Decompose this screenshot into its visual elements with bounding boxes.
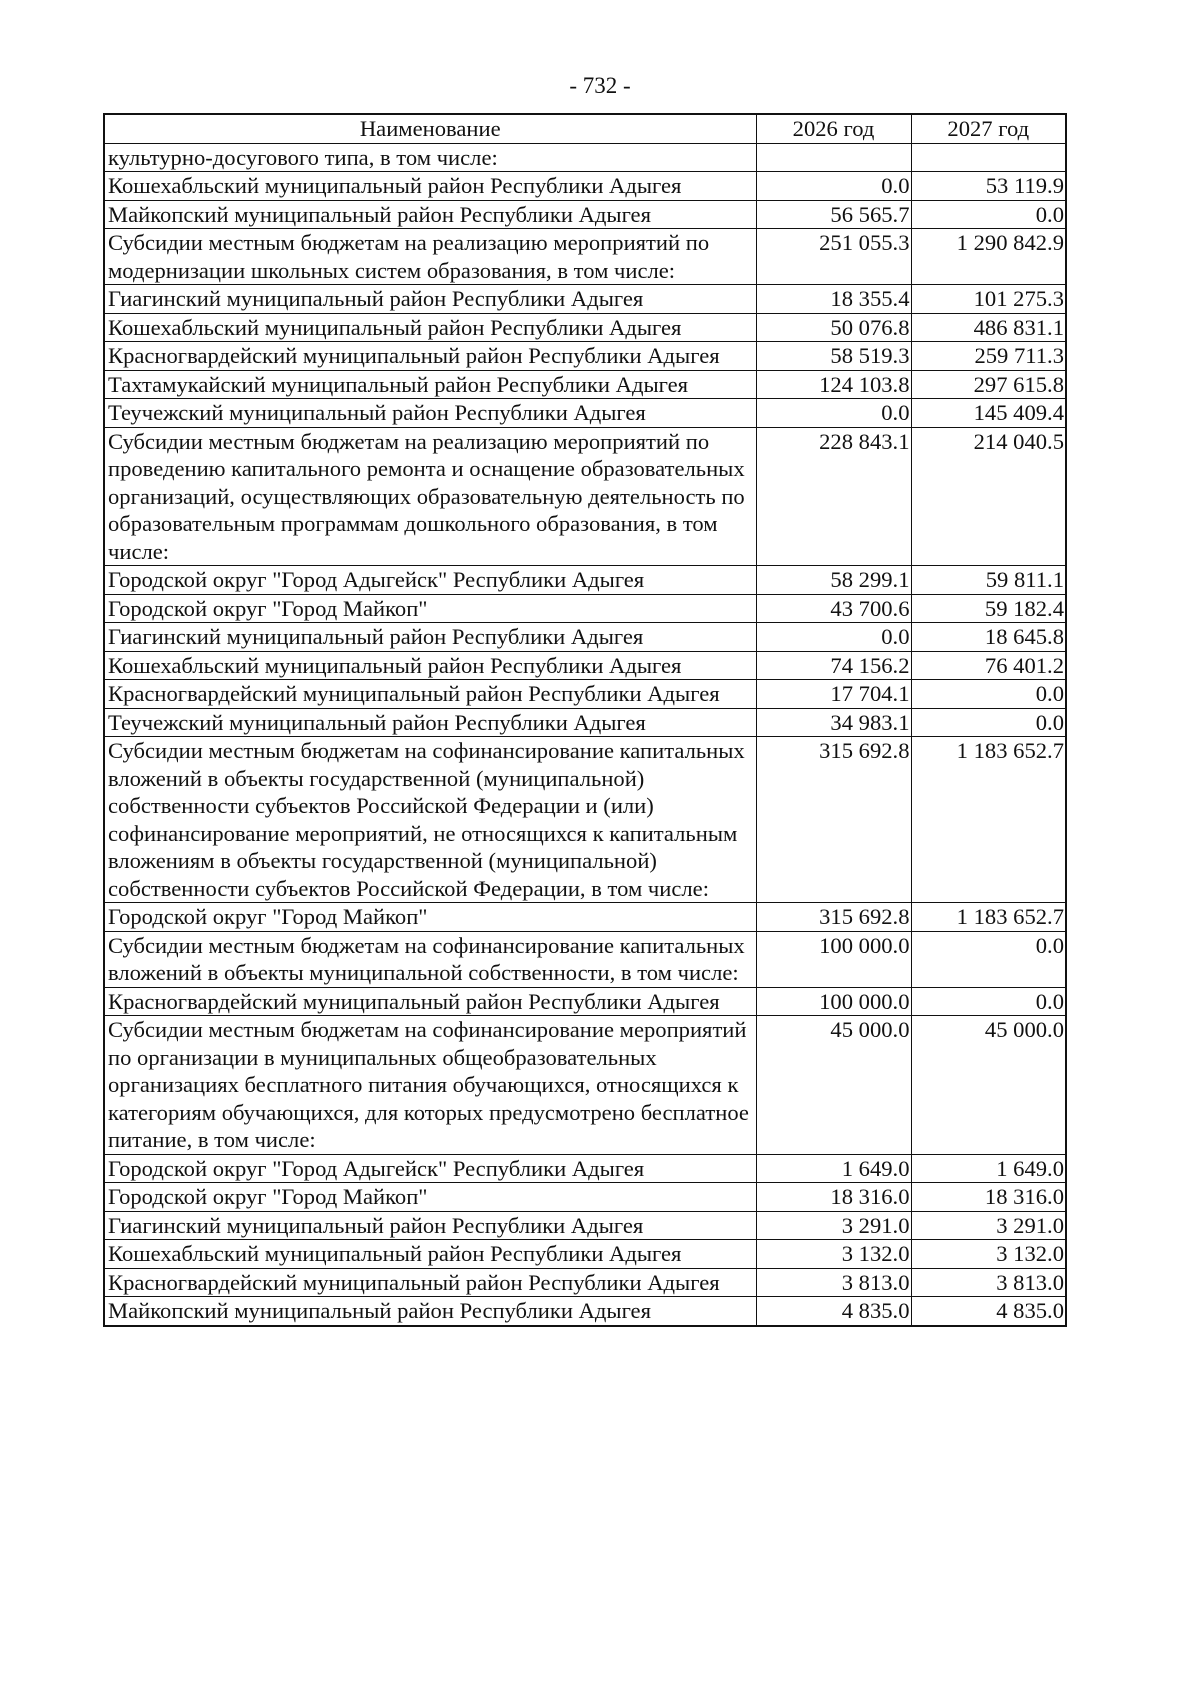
table-body bbox=[104, 143, 1066, 1326]
row-name-cell: Майкопский муниципальный район Республики Адыгея bbox=[104, 200, 756, 229]
row-value-2026: 124 103.8 bbox=[756, 370, 911, 399]
row-name-cell: Гиагинский муниципальный район Республики Адыгея bbox=[104, 623, 756, 652]
row-value-2026: 228 843.1 bbox=[756, 427, 911, 566]
row-value-2027: 0.0 bbox=[911, 931, 1066, 987]
row-value-2026: 3 132.0 bbox=[756, 1240, 911, 1269]
row-name-cell: Красногвардейский муниципальный район Республики Адыгея bbox=[104, 680, 756, 709]
row-value-2026: 251 055.3 bbox=[756, 229, 911, 285]
row-value-2026: 18 355.4 bbox=[756, 285, 911, 314]
row-name-cell: Красногвардейский муниципальный район Республики Адыгея bbox=[104, 1268, 756, 1297]
row-value-2026: 17 704.1 bbox=[756, 680, 911, 709]
table-row bbox=[104, 1268, 1066, 1297]
row-name-cell: культурно-досугового типа, в том числе: bbox=[104, 143, 756, 172]
row-value-2027: 4 835.0 bbox=[911, 1297, 1066, 1326]
row-value-2027: 101 275.3 bbox=[911, 285, 1066, 314]
table-row bbox=[104, 1211, 1066, 1240]
row-name-cell: Городской округ "Город Майкоп" bbox=[104, 594, 756, 623]
row-value-2026: 315 692.8 bbox=[756, 903, 911, 932]
row-value-2026: 74 156.2 bbox=[756, 651, 911, 680]
row-name-cell: Городской округ "Город Адыгейск" Республики Адыгея bbox=[104, 1154, 756, 1183]
table-row bbox=[104, 200, 1066, 229]
header-row bbox=[104, 114, 1066, 143]
row-value-2027: 0.0 bbox=[911, 200, 1066, 229]
row-value-2026: 0.0 bbox=[756, 399, 911, 428]
row-value-2027: 297 615.8 bbox=[911, 370, 1066, 399]
page-number: - 732 - bbox=[569, 73, 631, 98]
row-value-2026: 50 076.8 bbox=[756, 313, 911, 342]
row-name-cell: Кошехабльский муниципальный район Республики Адыгея bbox=[104, 651, 756, 680]
table-header bbox=[104, 114, 1066, 143]
row-value-2027: 1 183 652.7 bbox=[911, 737, 1066, 903]
row-value-2027: 59 811.1 bbox=[911, 566, 1066, 595]
column-header-2026: 2026 год bbox=[756, 114, 911, 143]
table-row bbox=[104, 623, 1066, 652]
row-name-cell: Субсидии местным бюджетам на софинансирование капитальных вложений в объекты муниципальной собственности, в том числе: bbox=[104, 931, 756, 987]
row-value-2026: 34 983.1 bbox=[756, 708, 911, 737]
table-row bbox=[104, 427, 1066, 566]
column-header-2027: 2027 год bbox=[911, 114, 1066, 143]
row-name-cell: Городской округ "Город Майкоп" bbox=[104, 1183, 756, 1212]
row-value-2027: 0.0 bbox=[911, 708, 1066, 737]
row-name-cell: Субсидии местным бюджетам на реализацию мероприятий по проведению капитального ремонта и оснащение образовательных организаций, осуществляющих образовательную деятельность по образовательным программам дошкольного образования, в том числе: bbox=[104, 427, 756, 566]
row-value-2027: 3 132.0 bbox=[911, 1240, 1066, 1269]
row-name-cell: Гиагинский муниципальный район Республики Адыгея bbox=[104, 285, 756, 314]
row-value-2026: 100 000.0 bbox=[756, 931, 911, 987]
row-value-2027: 1 290 842.9 bbox=[911, 229, 1066, 285]
row-name-cell: Городской округ "Город Майкоп" bbox=[104, 903, 756, 932]
row-value-2026: 0.0 bbox=[756, 172, 911, 201]
row-value-2026: 4 835.0 bbox=[756, 1297, 911, 1326]
table-row bbox=[104, 370, 1066, 399]
row-name-cell: Субсидии местным бюджетам на реализацию мероприятий по модернизации школьных систем образования, в том числе: bbox=[104, 229, 756, 285]
table-row bbox=[104, 285, 1066, 314]
table-row bbox=[104, 680, 1066, 709]
row-name-cell: Кошехабльский муниципальный район Республики Адыгея bbox=[104, 313, 756, 342]
table-row bbox=[104, 931, 1066, 987]
table-row bbox=[104, 1016, 1066, 1155]
table-row bbox=[104, 708, 1066, 737]
row-name-cell: Субсидии местным бюджетам на софинансирование капитальных вложений в объекты государственной (муниципальной) собственности субъектов Российской Федерации и (или) софинансирование мероприятий, не относящихся к капитальным вложениям в объекты государственной (муниципальной) собственности субъектов Российской Федерации, в том числе: bbox=[104, 737, 756, 903]
row-value-2027: 145 409.4 bbox=[911, 399, 1066, 428]
row-value-2026: 18 316.0 bbox=[756, 1183, 911, 1212]
row-name-cell: Тахтамукайский муниципальный район Республики Адыгея bbox=[104, 370, 756, 399]
table-row bbox=[104, 313, 1066, 342]
table-row bbox=[104, 342, 1066, 371]
row-value-2027: 0.0 bbox=[911, 680, 1066, 709]
budget-table bbox=[103, 113, 1067, 1327]
table-row bbox=[104, 594, 1066, 623]
row-name-cell: Городской округ "Город Адыгейск" Республики Адыгея bbox=[104, 566, 756, 595]
table-row bbox=[104, 229, 1066, 285]
row-value-2026: 58 519.3 bbox=[756, 342, 911, 371]
row-value-2027: 3 813.0 bbox=[911, 1268, 1066, 1297]
table-row bbox=[104, 651, 1066, 680]
table-row bbox=[104, 1297, 1066, 1326]
row-name-cell: Теучежский муниципальный район Республики Адыгея bbox=[104, 399, 756, 428]
column-header-name: Наименование bbox=[104, 114, 756, 143]
row-value-2027: 45 000.0 bbox=[911, 1016, 1066, 1155]
row-value-2027: 259 711.3 bbox=[911, 342, 1066, 371]
row-value-2026: 100 000.0 bbox=[756, 987, 911, 1016]
row-value-2026: 56 565.7 bbox=[756, 200, 911, 229]
table-row bbox=[104, 399, 1066, 428]
row-value-2027: 1 649.0 bbox=[911, 1154, 1066, 1183]
table-row bbox=[104, 1240, 1066, 1269]
row-name-cell: Гиагинский муниципальный район Республики Адыгея bbox=[104, 1211, 756, 1240]
table-row bbox=[104, 1183, 1066, 1212]
row-name-cell: Кошехабльский муниципальный район Республики Адыгея bbox=[104, 1240, 756, 1269]
row-value-2027: 1 183 652.7 bbox=[911, 903, 1066, 932]
row-value-2026: 45 000.0 bbox=[756, 1016, 911, 1155]
row-name-cell: Красногвардейский муниципальный район Республики Адыгея bbox=[104, 987, 756, 1016]
row-value-2026: 3 291.0 bbox=[756, 1211, 911, 1240]
row-name-cell: Красногвардейский муниципальный район Республики Адыгея bbox=[104, 342, 756, 371]
table-row bbox=[104, 172, 1066, 201]
row-value-2026: 58 299.1 bbox=[756, 566, 911, 595]
row-value-2026: 1 649.0 bbox=[756, 1154, 911, 1183]
row-value-2026: 0.0 bbox=[756, 623, 911, 652]
row-name-cell: Теучежский муниципальный район Республики Адыгея bbox=[104, 708, 756, 737]
row-value-2027: 59 182.4 bbox=[911, 594, 1066, 623]
row-value-2026 bbox=[756, 143, 911, 172]
row-value-2026: 3 813.0 bbox=[756, 1268, 911, 1297]
row-value-2027: 18 645.8 bbox=[911, 623, 1066, 652]
table-row bbox=[104, 737, 1066, 903]
row-value-2026: 315 692.8 bbox=[756, 737, 911, 903]
table-row bbox=[104, 903, 1066, 932]
table-row bbox=[104, 987, 1066, 1016]
row-value-2027: 214 040.5 bbox=[911, 427, 1066, 566]
row-value-2027: 53 119.9 bbox=[911, 172, 1066, 201]
row-name-cell: Майкопский муниципальный район Республики Адыгея bbox=[104, 1297, 756, 1326]
row-value-2027: 486 831.1 bbox=[911, 313, 1066, 342]
row-value-2027: 3 291.0 bbox=[911, 1211, 1066, 1240]
row-value-2027 bbox=[911, 143, 1066, 172]
row-value-2026: 43 700.6 bbox=[756, 594, 911, 623]
table-row bbox=[104, 1154, 1066, 1183]
row-value-2027: 76 401.2 bbox=[911, 651, 1066, 680]
row-value-2027: 0.0 bbox=[911, 987, 1066, 1016]
table-row bbox=[104, 566, 1066, 595]
row-name-cell: Субсидии местным бюджетам на софинансирование мероприятий по организации в муниципальных общеобразовательных организациях бесплатного питания обучающихся, относящихся к категориям обучающихся, для которых предусмотрено бесплатное питание, в том числе: bbox=[104, 1016, 756, 1155]
row-name-cell: Кошехабльский муниципальный район Республики Адыгея bbox=[104, 172, 756, 201]
row-value-2027: 18 316.0 bbox=[911, 1183, 1066, 1212]
table-row bbox=[104, 143, 1066, 172]
